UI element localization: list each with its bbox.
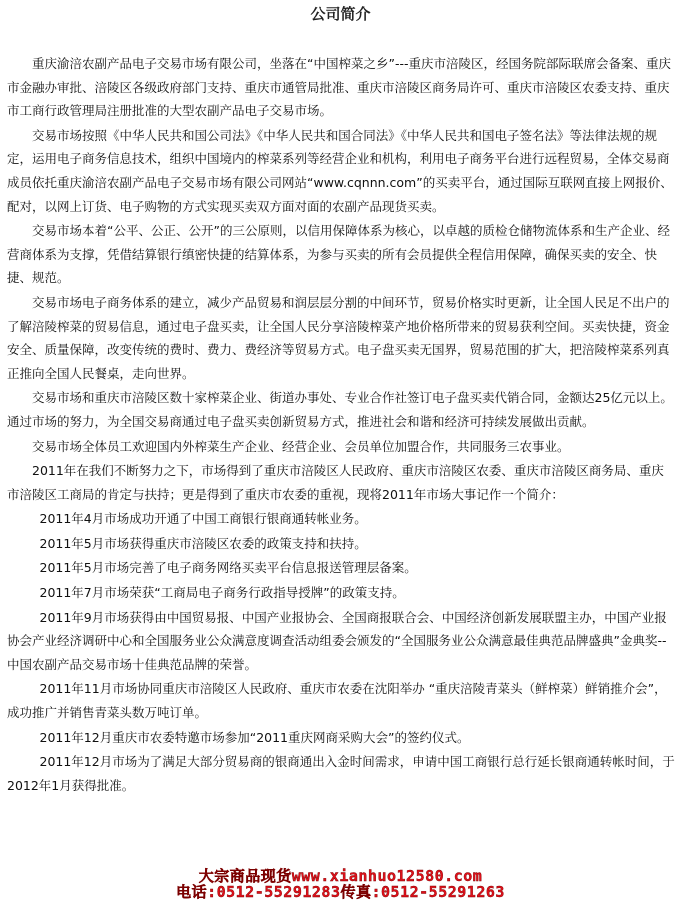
watermark-website: 大宗商品现货www.xianhuo12580.com bbox=[198, 867, 483, 885]
principles-paragraph: 交易市场本着“公平、公正、公开”的三公原则，以信用保障体系为核心，以卓越的质检仓储物流体系和生产企业、经营商体系为支撑，凭借结算银行缜密快捷的结算体系，为参与买卖的所有会员提供全程信用保障，确保买卖的安全、快捷、规范。 bbox=[7, 223, 670, 286]
page-title: 公司简介 bbox=[310, 5, 371, 23]
watermark-contact: 电话:0512-55291283传真:0512-55291263 bbox=[176, 883, 505, 901]
milestone-item: 2011年5月市场完善了电子商务网络买卖平台信息报送管理层备案。 bbox=[39, 560, 417, 576]
milestone-item: 2011年12月重庆市农委特邀市场参加“2011重庆网商采购大会”的签约仪式。 bbox=[39, 729, 470, 745]
article-body bbox=[7, 52, 675, 798]
milestone-item: 2011年4月市场成功开通了中国工商银行银商通转帐业务。 bbox=[39, 511, 367, 527]
contracts-paragraph: 交易市场和重庆市涪陵区数十家榨菜企业、街道办事处、专业合作社签订电子盘买卖代销合同，金额达25亿元以上。通过市场的努力，为全国交易商通过电子盘买卖创新贸易方式，推进社会和谐和经济可持续发展做出贡献。 bbox=[7, 390, 673, 429]
intro-paragraph: 重庆渝涪农副产品电子交易市场有限公司，坐落在“中国榨菜之乡”---重庆市涪陵区，经国务院部际联席会备案、重庆市金融办审批、涪陵区各级政府部门支持、重庆市通管局批准、重庆市涪陵区商务局许可、重庆市涪陵区农委支持、重庆市工商行政管理局注册批准的大型农副产品电子交易市场。 bbox=[7, 56, 671, 119]
legal-basis-paragraph: 交易市场按照《中华人民共和国公司法》《中华人民共和国合同法》《中华人民共和国电子签名法》等法律法规的规定，运用电子商务信息技术，组织中国境内的榨菜系列等经营企业和机构，利用电子商务平台进行远程贸易，全体交易商成员依托重庆渝涪农副产品电子交易市场有限公司网站“www.cqnnn.com”的买卖平台，通过国际互联网直接上网报价、配对，以网上订货、电子购物的方式实现买卖双方面对面的农副产品现货买卖。 bbox=[7, 127, 673, 214]
milestone-item: 2011年12月市场为了满足大部分贸易商的银商通出入金时间需求，申请中国工商银行总行延长银商通转帐时间，于2012年1月获得批准。 bbox=[7, 754, 675, 793]
milestone-item: 2011年7月市场荣获“工商局电子商务行政指导授牌”的政策支持。 bbox=[39, 585, 405, 601]
ecommerce-paragraph: 交易市场电子商务体系的建立，减少产品贸易和润层层分割的中间环节，贸易价格实时更新，让全国人民足不出户的了解涪陵榨菜的贸易信息，通过电子盘买卖，让全国人民分享涪陵榨菜产地价格所带来的贸易获利空间。买卖快捷，资金安全、质量保障，改变传统的费时、费力、费经济等贸易方式。电子盘买卖无国界，贸易范围的扩大，把涪陵榨菜系列真正推向全国人民餐桌，走向世界。 bbox=[7, 294, 670, 381]
milestone-item: 2011年11月市场协同重庆市涪陵区人民政府、重庆市农委在沈阳举办 “重庆涪陵青菜头（鲜榨菜）鲜销推介会”，成功推广并销售青菜头数万吨订单。 bbox=[7, 681, 667, 721]
milestone-item: 2011年9月市场获得由中国贸易报、中国产业报协会、全国商报联合会、中国经济创新发展联盟主办，中国产业报协会产业经济调研中心和全国服务业公众满意度调查活动组委会颁发的“全国服务业公众满意最佳典范品牌盛典”金典奖--中国农副产品交易市场十佳典范品牌的荣誉。 bbox=[7, 609, 667, 672]
milestones-intro-paragraph: 2011年在我们不断努力之下，市场得到了重庆市涪陵区人民政府、重庆市涪陵区农委、重庆市涪陵区商务局、重庆市涪陵区工商局的肯定与扶持；更是得到了重庆市农委的重视，现将2011年市场大事记作一个简介： bbox=[7, 463, 664, 502]
milestone-item: 2011年5月市场获得重庆市涪陵区农委的政策支持和扶持。 bbox=[39, 535, 367, 551]
welcome-paragraph: 交易市场全体员工欢迎国内外榨菜生产企业、经营企业、会员单位加盟合作，共同服务三农事业。 bbox=[32, 438, 570, 454]
